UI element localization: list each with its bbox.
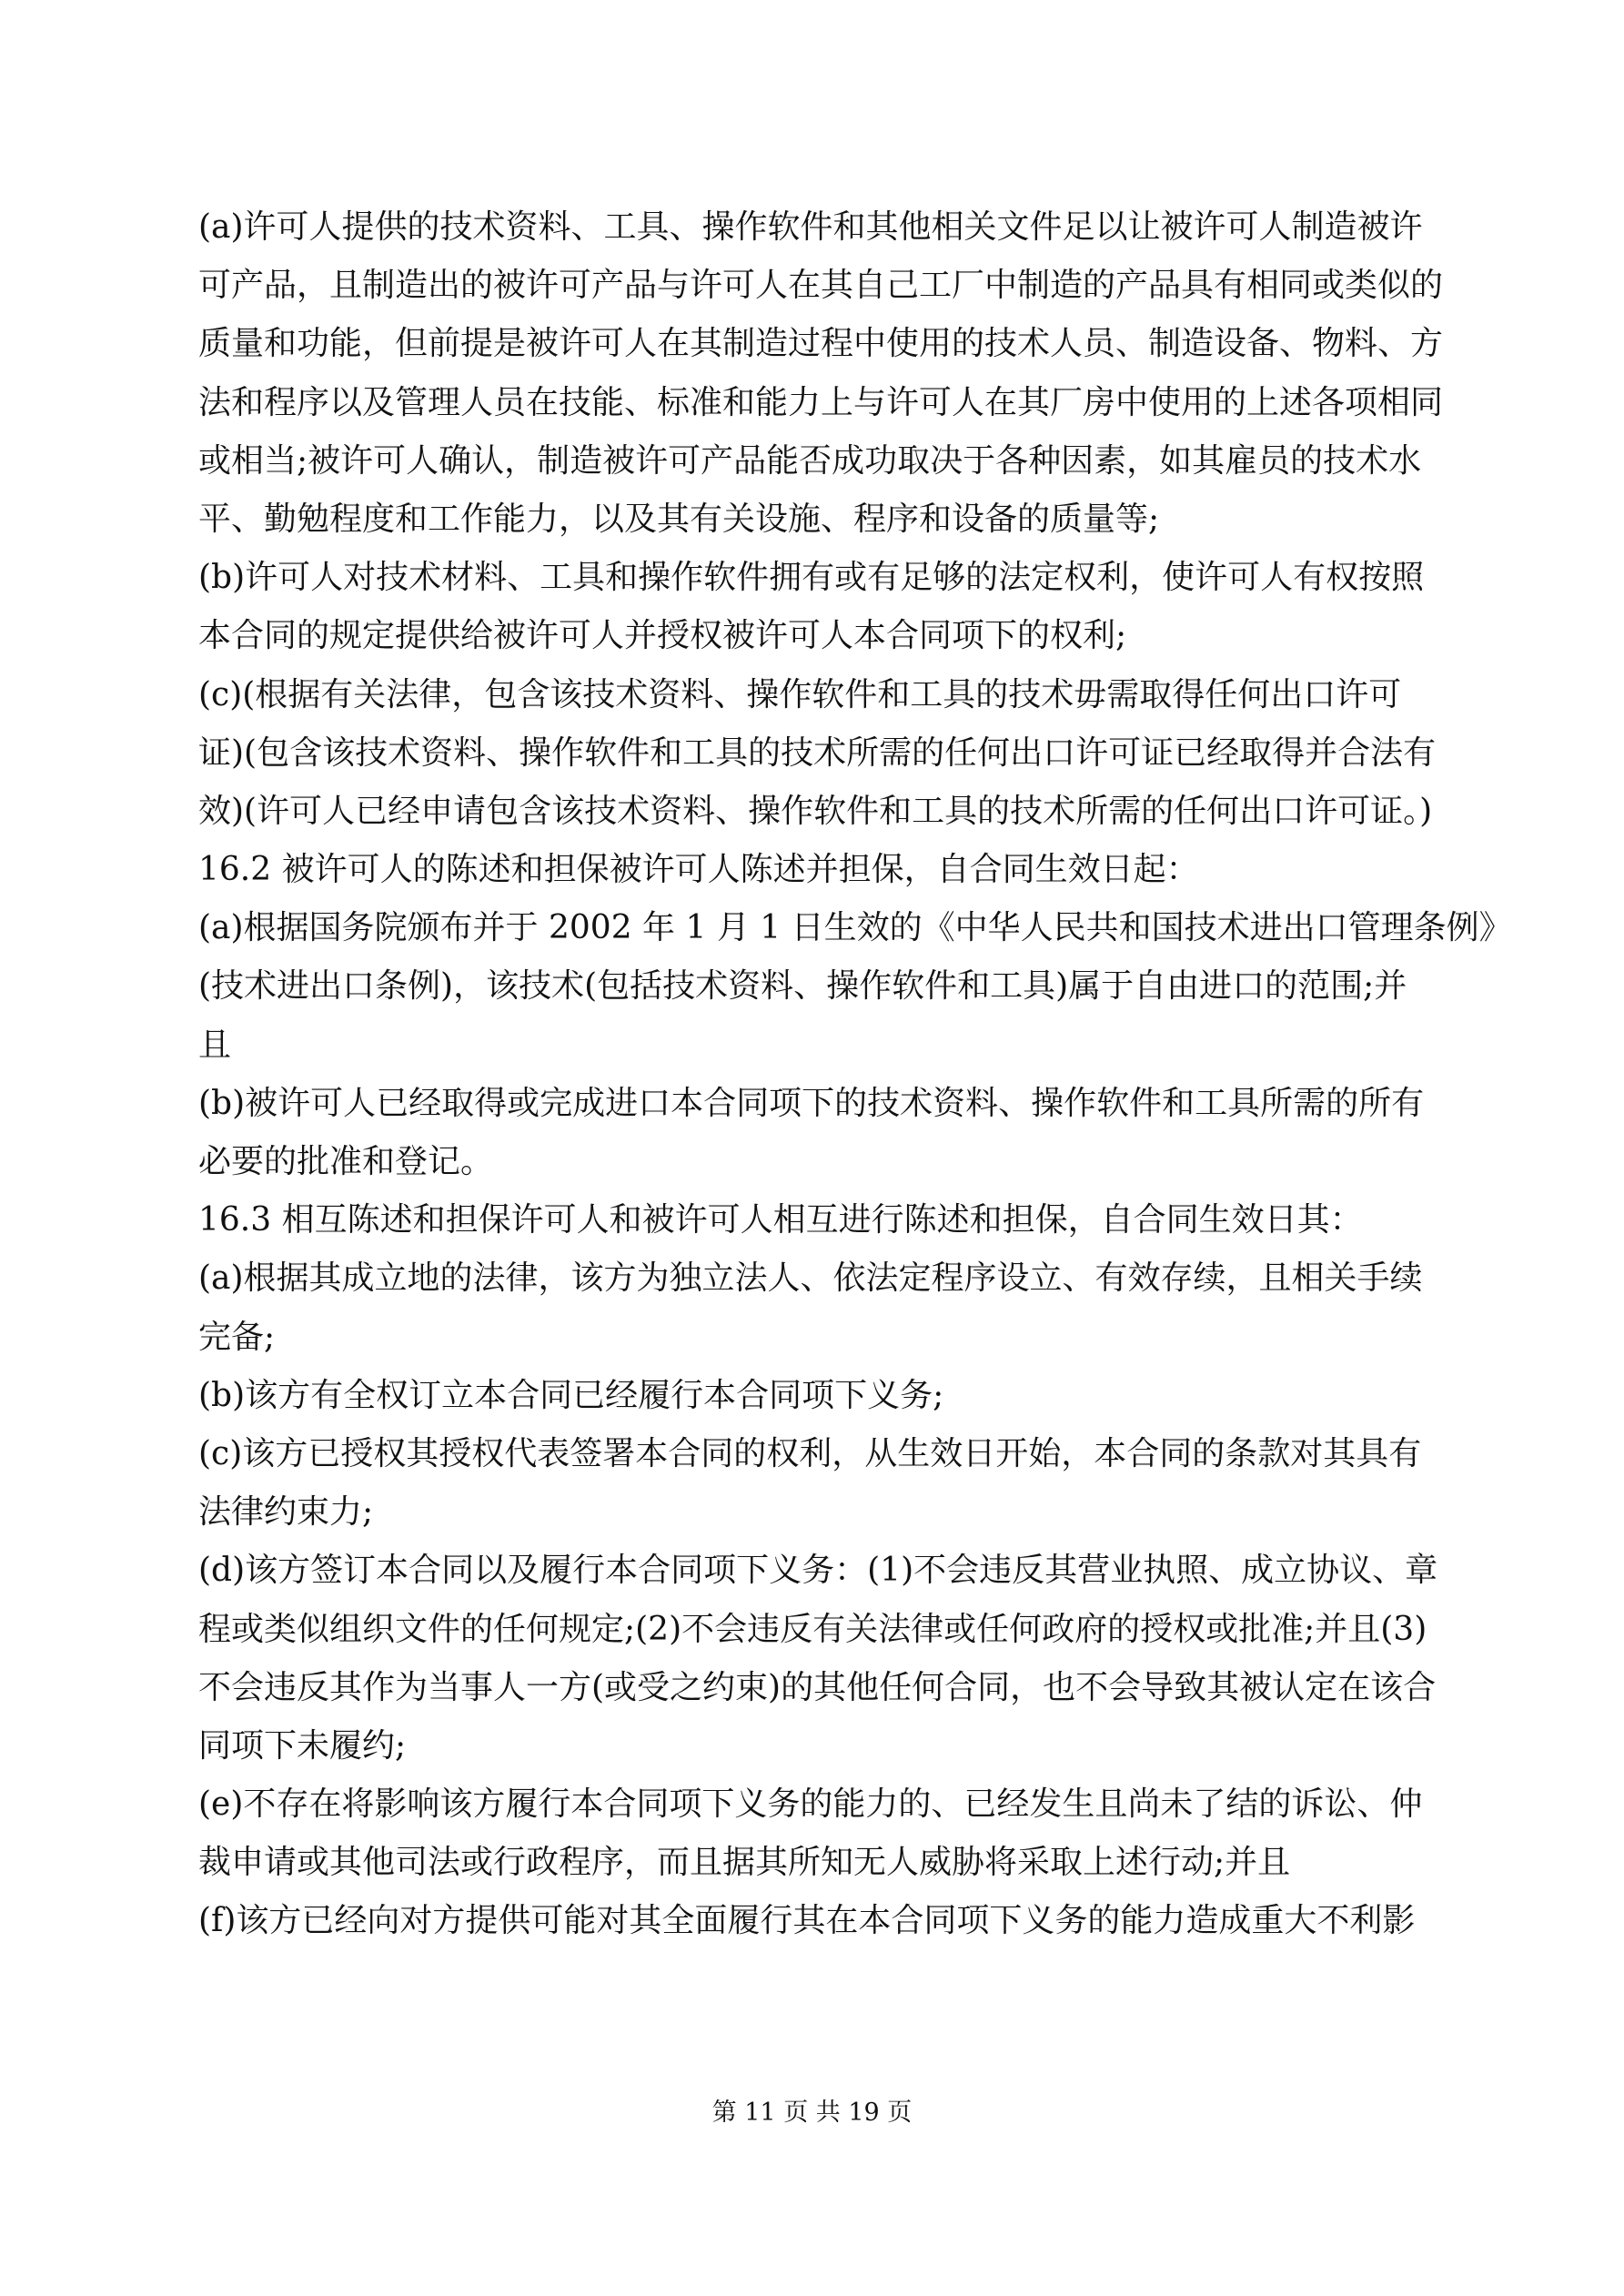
section-heading-16-3: 16.3 相互陈述和担保许可人和被许可人相互进行陈述和担保，自合同生效日其： — [198, 1201, 1363, 1239]
text-line: 完备; — [198, 1318, 276, 1356]
text-line: 同项下未履约; — [198, 1726, 407, 1765]
text-line: (d)该方签订本合同以及履行本合同项下义务：(1)不会违反其营业执照、成立协议、章 — [198, 1552, 1438, 1590]
text-line: 或相当;被许可人确认，制造被许可产品能否成功取决于各种因素，如其雇员的技术水 — [198, 441, 1422, 480]
text-line: (b)该方有全权订立本合同已经履行本合同项下义务; — [198, 1376, 944, 1414]
text-line: 法和程序以及管理人员在技能、标准和能力上与许可人在其厂房中使用的上述各项相同 — [198, 383, 1444, 421]
text-line: 且 — [198, 1026, 232, 1064]
page-footer: 第 11 页 共 19 页 — [711, 2099, 913, 2127]
text-line: (a)根据国务院颁布并于 2002 年 1 月 1 日生效的《中华人民共和国技术进出口管理条例》 — [198, 909, 1512, 947]
text-line: (技术进出口条例)，该技术(包括技术资料、操作软件和工具)属于自由进口的范围;并 — [198, 967, 1407, 1006]
text-line: (c)该方已授权其授权代表签署本合同的权利，从生效日开始，本合同的条款对其具有 — [198, 1434, 1422, 1472]
text-line: 平、勤勉程度和工作能力，以及其有关设施、程序和设备的质量等; — [198, 500, 1160, 538]
section-heading-16-2: 16.2 被许可人的陈述和担保被许可人陈述并担保，自合同生效日起： — [198, 851, 1199, 889]
text-line: 程或类似组织文件的任何规定;(2)不会违反有关法律或任何政府的授权或批准;并且(3) — [198, 1610, 1427, 1648]
text-line: 裁申请或其他司法或行政程序，而且据其所知无人威胁将采取上述行动;并且 — [198, 1844, 1291, 1882]
text-line: 质量和功能，但前提是被许可人在其制造过程中使用的技术人员、制造设备、物料、方 — [198, 325, 1444, 363]
body-text — [198, 198, 1512, 1951]
text-line: 可产品，且制造出的被许可产品与许可人在其自己工厂中制造的产品具有相同或类似的 — [198, 267, 1444, 305]
text-line: (e)不存在将影响该方履行本合同项下义务的能力的、已经发生且尚未了结的诉讼、仲 — [198, 1785, 1423, 1824]
text-line: 本合同的规定提供给被许可人并授权被许可人本合同项下的权利; — [198, 617, 1127, 655]
text-line: (c)(根据有关法律，包含该技术资料、操作软件和工具的技术毋需取得任何出口许可 — [198, 675, 1402, 713]
text-line: (a)根据其成立地的法律，该方为独立法人、依法定程序设立、有效存续，且相关手续 — [198, 1259, 1423, 1298]
text-line: 证)(包含该技术资料、操作软件和工具的技术所需的任何出口许可证已经取得并合法有 — [198, 733, 1437, 772]
text-line: 不会违反其作为当事人一方(或受之约束)的其他任何合同，也不会导致其被认定在该合 — [198, 1668, 1437, 1706]
text-line: 法律约束力; — [198, 1493, 374, 1532]
text-line: (b)被许可人已经取得或完成进口本合同项下的技术资料、操作软件和工具所需的所有 — [198, 1084, 1425, 1122]
text-line: (f)该方已经向对方提供可能对其全面履行其在本合同项下义务的能力造成重大不利影 — [198, 1902, 1416, 1940]
text-line: (a)许可人提供的技术资料、工具、操作软件和其他相关文件足以让被许可人制造被许 — [198, 208, 1423, 246]
text-line: 必要的批准和登记。 — [198, 1143, 494, 1180]
text-line: (b)许可人对技术材料、工具和操作软件拥有或有足够的法定权利，使许可人有权按照 — [198, 559, 1425, 597]
text-line: 效)(许可人已经申请包含该技术资料、操作软件和工具的技术所需的任何出口许可证。) — [198, 792, 1433, 830]
